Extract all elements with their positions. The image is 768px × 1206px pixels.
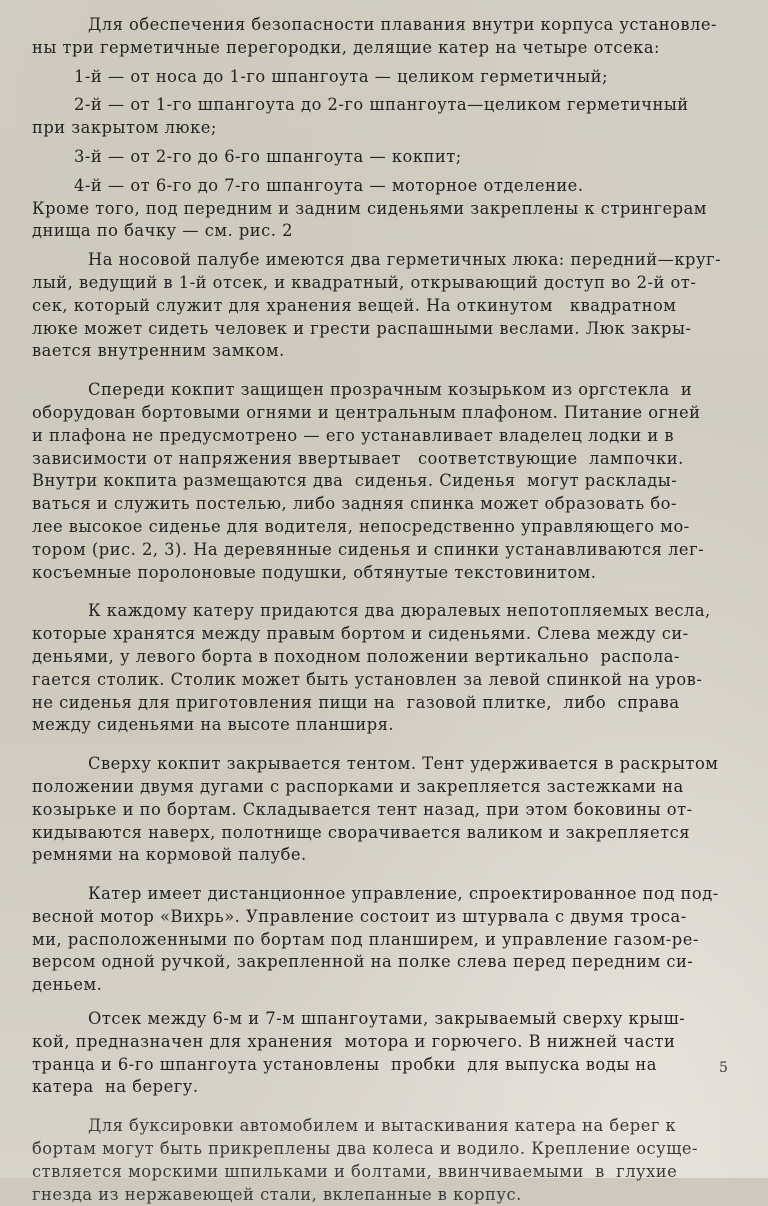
text-line: оборудован бортовыми огнями и центральным плафоном. Питание огней <box>32 402 701 422</box>
text-line: Кроме того, под передним и задним сиденьями закреплены к стрингерам <box>32 198 707 218</box>
text-line: Сверху кокпит закрывается тентом. Тент удерживается в раскрытом <box>88 754 719 774</box>
text-line: 1-й — от носа до 1-го шпангоута — целиком герметичный; <box>74 66 608 86</box>
text-line: 3-й — от 2-го до 6-го шпангоута — кокпит; <box>74 146 462 166</box>
text-line: версом одной ручкой, закрепленной на полке слева перед передним си- <box>32 952 694 972</box>
text-line: косъемные поролоновые подушки, обтянутые текстовинитом. <box>32 562 597 582</box>
text-line: тором (рис. 2, 3). На деревянные сиденья и спинки устанавливаются лег- <box>32 539 705 559</box>
text-line: козырьке и по бортам. Складывается тент назад, при этом боковины от- <box>32 799 693 819</box>
text-line: люке может сидеть человек и грести распашными веслами. Люк закры- <box>32 318 692 338</box>
text-line: Спереди кокпит защищен прозрачным козырьком из оргстекла и <box>88 380 693 400</box>
document-body <box>32 14 742 1206</box>
text-line: ремнями на кормовой палубе. <box>32 845 307 865</box>
text-line: между сиденьями на высоте планширя. <box>32 715 395 735</box>
paragraph-steering <box>32 883 742 997</box>
text-line: ми, расположенными по бортам под планширем, и управление газом-ре- <box>32 929 699 949</box>
paragraph-tent <box>32 753 742 867</box>
text-line: транца и 6-го шпангоута установлены пробки для выпуска воды на <box>32 1054 657 1074</box>
text-line: при закрытом люке; <box>32 118 217 138</box>
text-line: положении двумя дугами с распорками и закрепляется застежками на <box>32 776 684 796</box>
text-line: лее высокое сиденье для водителя, непосредственно управляющего мо- <box>32 516 690 536</box>
paragraph-towing <box>32 1115 742 1206</box>
text-line: бортам могут быть прикреплены два колеса и водило. Крепление осуще- <box>32 1139 698 1159</box>
text-line: не сиденья для приготовления пищи на газовой плитке, либо справа <box>32 692 680 712</box>
text-line: Для буксировки автомобилем и вытаскивания катера на берег к <box>88 1116 677 1136</box>
text-line: 4-й — от 6-го до 7-го шпангоута — моторное отделение. <box>74 175 584 195</box>
compartment-item-1 <box>32 66 742 89</box>
text-line: деньями, у левого борта в походном положении вертикально распола- <box>32 646 680 666</box>
text-line: катера на берегу. <box>32 1077 199 1097</box>
text-line: ствляется морскими шпильками и болтами, ввинчиваемыми в глухие <box>32 1161 678 1181</box>
text-line: К каждому катеру придаются два дюралевых непотопляемых весла, <box>88 601 711 621</box>
text-line: зависимости от напряжения ввертывает соответствующие лампочки. <box>32 448 684 468</box>
text-line: Для обеспечения безопасности плавания внутри корпуса установле- <box>88 15 718 34</box>
text-line: На носовой палубе имеются два герметичных люка: передний—круг- <box>88 250 722 270</box>
text-line: гается столик. Столик может быть установлен за левой спинкой на уров- <box>32 669 703 689</box>
paragraph-hatches <box>32 249 742 363</box>
text-line: днища по бачку — см. рис. 2 <box>32 221 293 241</box>
text-line: кой, предназначен для хранения мотора и горючего. В нижней части <box>32 1031 676 1051</box>
text-line: ны три герметичные перегородки, делящие катер на четыре отсека: <box>32 37 661 57</box>
text-line: 2-й — от 1-го шпангоута до 2-го шпангоута—целиком герметичный <box>74 95 689 115</box>
compartment-item-4 <box>32 175 742 243</box>
paragraph-oars <box>32 600 742 737</box>
text-line: Внутри кокпита размещаются два сиденья. Сиденья могут расклады- <box>32 471 678 491</box>
text-line: весной мотор «Вихрь». Управление состоит из штурвала с двумя троса- <box>32 906 687 926</box>
text-line: вается внутренним замком. <box>32 341 285 361</box>
paragraph-intro <box>32 14 742 60</box>
text-line: Катер имеет дистанционное управление, спроектированное под под- <box>88 884 719 904</box>
page-number: 5 <box>719 1060 728 1076</box>
text-line: Отсек между 6-м и 7-м шпангоутами, закрываемый сверху крыш- <box>88 1009 686 1029</box>
paragraph-engine-compartment <box>32 1008 742 1099</box>
paragraph-cockpit <box>32 379 742 584</box>
compartment-item-2 <box>32 94 742 140</box>
text-line: сек, который служит для хранения вещей. На откинутом квадратном <box>32 295 677 315</box>
text-line: кидываются наверх, полотнище сворачивается валиком и закрепляется <box>32 822 691 842</box>
text-line: ваться и служить постелью, либо задняя спинка может образовать бо- <box>32 494 677 514</box>
text-line: деньем. <box>32 975 103 995</box>
text-line: гнезда из нержавеющей стали, вклепанные в корпус. <box>32 1184 522 1204</box>
text-line: и плафона не предусмотрено — его устанавливает владелец лодки и в <box>32 425 675 445</box>
compartment-item-3 <box>32 146 742 169</box>
text-line: лый, ведущий в 1-й отсек, и квадратный, открывающий доступ во 2-й от- <box>32 272 697 292</box>
text-line: которые хранятся между правым бортом и сиденьями. Слева между си- <box>32 624 689 644</box>
